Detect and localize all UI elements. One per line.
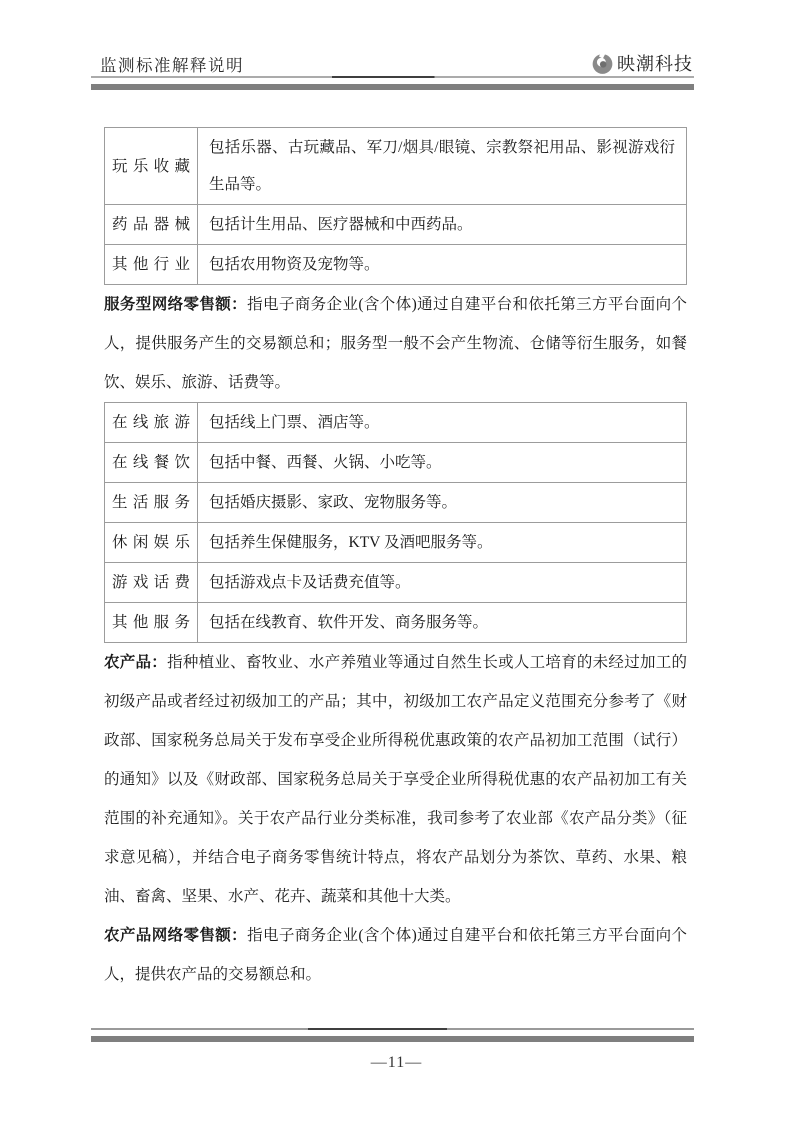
swirl-logo-icon bbox=[591, 52, 614, 75]
term-definition: 指电子商务企业(含个体)通过自建平台和依托第三方平台面向个人，提供农产品的交易额总和。 bbox=[104, 927, 687, 983]
page-number: —11— bbox=[370, 1054, 423, 1071]
term-lead: 农产品网络零售额： bbox=[104, 927, 248, 944]
paragraph-agricultural-retail bbox=[104, 916, 687, 994]
service-categories-table bbox=[104, 402, 687, 643]
header-document-title: 监测标准解释说明 bbox=[100, 56, 244, 75]
table-row bbox=[105, 563, 687, 603]
category-desc: 包括婚庆摄影、家政、宠物服务等。 bbox=[198, 483, 687, 523]
paragraph-agricultural-products bbox=[104, 643, 687, 916]
term-lead: 农产品： bbox=[104, 654, 168, 671]
category-desc: 包括养生保健服务，KTV 及酒吧服务等。 bbox=[198, 523, 687, 563]
table-row bbox=[105, 523, 687, 563]
category-desc: 包括乐器、古玩藏品、军刀/烟具/眼镜、宗教祭祀用品、影视游戏衍生品等。 bbox=[198, 128, 687, 205]
category-desc: 包括中餐、西餐、火锅、小吃等。 bbox=[198, 443, 687, 483]
table-row bbox=[105, 403, 687, 443]
category-desc: 包括线上门票、酒店等。 bbox=[198, 403, 687, 443]
header-rule-thick bbox=[91, 84, 694, 90]
category-desc: 包括计生用品、医疗器械和中西药品。 bbox=[198, 205, 687, 245]
category-label: 其他服务 bbox=[105, 603, 198, 643]
brand-name: 映潮科技 bbox=[617, 54, 693, 74]
table-row bbox=[105, 443, 687, 483]
category-label: 玩乐收藏 bbox=[105, 128, 198, 205]
category-desc: 包括游戏点卡及话费充值等。 bbox=[198, 563, 687, 603]
category-label: 在线旅游 bbox=[105, 403, 198, 443]
table-row bbox=[105, 205, 687, 245]
category-label: 生活服务 bbox=[105, 483, 198, 523]
term-lead: 服务型网络零售额： bbox=[104, 296, 248, 313]
brand-block bbox=[591, 50, 693, 76]
term-definition: 指电子商务企业(含个体)通过自建平台和依托第三方平台面向个人，提供服务产生的交易额总和；服务型一般不会产生物流、仓储等衍生服务，如餐饮、娱乐、旅游、话费等。 bbox=[104, 296, 687, 391]
category-desc: 包括在线教育、软件开发、商务服务等。 bbox=[198, 603, 687, 643]
category-label: 游戏话费 bbox=[105, 563, 198, 603]
industry-categories-table bbox=[104, 127, 687, 285]
paragraph-service-retail bbox=[104, 285, 687, 402]
table-row bbox=[105, 483, 687, 523]
term-definition: 指种植业、畜牧业、水产养殖业等通过自然生长或人工培育的未经过加工的初级产品或者经过初级加工的产品；其中，初级加工农产品定义范围充分参考了《财政部、国家税务总局关于发布享受企业所得税优惠政策的农产品初加工范围（试行）的通知》以及《财政部、国家税务总局关于享受企业所得税优惠的农产品初加工有关范围的补充通知》。关于农产品行业分类标准，我司参考了农业部《农产品分类》（征求意见稿），并结合电子商务零售统计特点，将农产品划分为茶饮、草药、水果、粮油、畜禽、坚果、水产、花卉、蔬菜和其他十大类。 bbox=[104, 654, 687, 905]
category-desc: 包括农用物资及宠物等。 bbox=[198, 245, 687, 285]
category-label: 其他行业 bbox=[105, 245, 198, 285]
table-row bbox=[105, 128, 687, 205]
document-body bbox=[104, 127, 687, 994]
category-label: 在线餐饮 bbox=[105, 443, 198, 483]
footer-rule-thin bbox=[91, 1028, 694, 1030]
category-label: 休闲娱乐 bbox=[105, 523, 198, 563]
table-row bbox=[105, 603, 687, 643]
footer-rule-thick bbox=[91, 1036, 694, 1042]
header-rule-thin bbox=[91, 76, 694, 78]
category-label: 药品器械 bbox=[105, 205, 198, 245]
table-row bbox=[105, 245, 687, 285]
